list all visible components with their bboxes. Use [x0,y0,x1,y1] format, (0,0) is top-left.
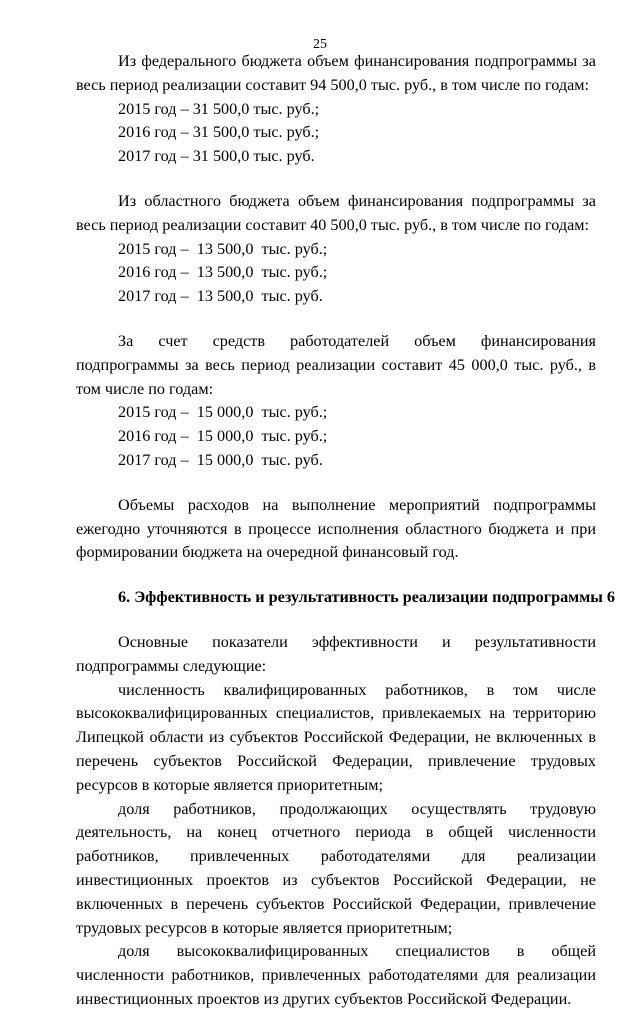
spacer [76,610,596,631]
indicator-item-2: доля работников, продолжающих осуществлять трудовую деятельность, на конец отчетного периода в общей численности работников, привлеченных работодателями для реализации инвестиционных проектов из субъектов Российской Федерации, не включенных в перечень субъектов Российской Федерации, привлечение трудовых ресурсов в которые является приоритетным; [76,799,596,937]
indicator-item-1: численность квалифицированных работников, в том числе высококвалифицированных специалистов, привлекаемых на территорию Липецкой области из субъектов Российской Федерации, не включенных в перечень субъектов Российской Федерации, привлечение трудовых ресурсов в которые является приоритетным; [76,680,596,794]
federal-budget-paragraph: Из федерального бюджета объем финансирования подпрограммы за весь период реализации составит 94 500,0 тыс. руб., в том числе по годам: [76,52,596,94]
spacer [76,309,596,330]
spacer [76,565,596,586]
federal-budget-year-2017: 2017 год – 31 500,0 тыс. руб. [118,147,315,166]
employers-funding-paragraph: За счет средств работодателей объем финансирования подпрограммы за весь период реализации составит 45 000,0 тыс. руб., в том числе по годам: [76,331,596,398]
regional-budget-year-2015: 2015 год – 13 500,0 тыс. руб.; [118,239,328,258]
volumes-note-paragraph: Объемы расходов на выполнение мероприятий подпрограммы ежегодно уточняются в процессе исполнения областного бюджета и при формировании бюджета на очередной финансовый год. [76,495,596,562]
section-heading: 6. Эффективность и результативность реализации подпрограммы 6 [118,588,616,607]
spacer [76,473,596,494]
indicators-intro-paragraph: Основные показатели эффективности и результативности подпрограммы следующие: [76,632,596,675]
regional-budget-year-2017: 2017 год – 13 500,0 тыс. руб. [118,287,323,306]
employers-funding-year-2016: 2016 год – 15 000,0 тыс. руб.; [118,427,328,446]
employers-funding-year-2017: 2017 год – 15 000,0 тыс. руб. [118,450,323,469]
regional-budget-year-2016: 2016 год – 13 500,0 тыс. руб.; [118,263,328,282]
indicator-item-3: доля высококвалифицированных специалистов в общей численности работников, привлеченных работодателями для реализации инвестиционных проектов из других субъектов Российской Федерации. [76,942,596,1008]
spacer [76,169,596,190]
federal-budget-year-2016: 2016 год – 31 500,0 тыс. руб.; [118,123,320,142]
federal-budget-year-2015: 2015 год – 31 500,0 тыс. руб.; [118,99,320,118]
regional-budget-paragraph: Из областного бюджета объем финансирования подпрограммы за весь период реализации составит 40 500,0 тыс. руб., в том числе по годам: [76,191,596,234]
employers-funding-year-2015: 2015 год – 15 000,0 тыс. руб.; [118,403,328,422]
page-number: 25 [313,37,327,52]
document-body [76,50,616,1012]
